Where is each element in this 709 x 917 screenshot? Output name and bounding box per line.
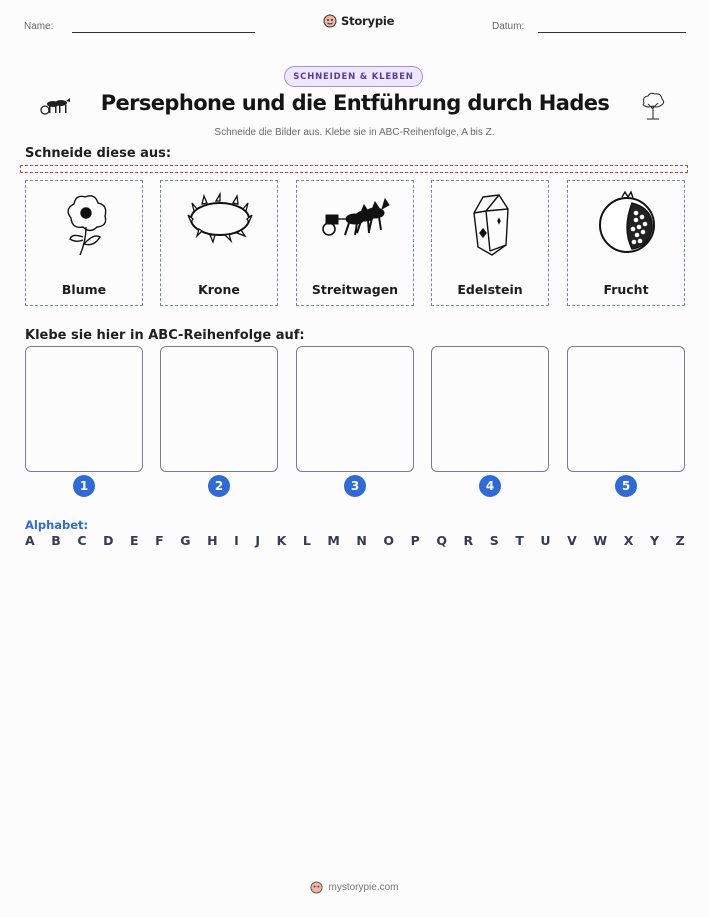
alphabet-letter: F <box>155 533 164 548</box>
paste-slot-1[interactable] <box>25 346 143 472</box>
paste-slot-5[interactable] <box>567 346 685 472</box>
tree-icon <box>639 91 667 121</box>
name-label: Name: <box>24 21 54 32</box>
storypie-mascot-icon <box>310 881 323 894</box>
slot-number-badge: 1 <box>73 475 95 497</box>
alphabet-letter: V <box>567 533 577 548</box>
alphabet-letter: M <box>327 533 340 548</box>
alphabet-letter: G <box>180 533 191 548</box>
slot-number-badge: 3 <box>344 475 366 497</box>
footer <box>0 881 709 894</box>
card-label: Edelstein <box>457 282 523 297</box>
alphabet-letter: R <box>463 533 474 548</box>
date-line[interactable] <box>538 32 686 33</box>
alphabet-letter: P <box>410 533 420 548</box>
alphabet-letter: S <box>489 533 499 548</box>
paste-slot-2[interactable] <box>160 346 278 472</box>
card-label: Blume <box>61 282 107 297</box>
cut-card-gem[interactable] <box>431 180 549 306</box>
gem-icon <box>456 189 526 259</box>
activity-badge: SCHNEIDEN & KLEBEN <box>284 66 423 87</box>
paste-heading: Klebe sie hier in ABC-Reihenfolge auf: <box>25 328 305 343</box>
brand-logo <box>323 14 394 28</box>
pomegranate-icon <box>592 189 662 259</box>
cut-line <box>20 165 688 173</box>
name-line[interactable] <box>72 32 255 33</box>
alphabet-letter: Q <box>436 533 447 548</box>
alphabet-letter: T <box>515 533 524 548</box>
alphabet-letter: E <box>130 533 139 548</box>
paste-slot-3[interactable] <box>296 346 414 472</box>
alphabet-letter: H <box>207 533 218 548</box>
chariot-small-icon <box>40 95 72 117</box>
alphabet-heading: Alphabet: <box>25 518 89 532</box>
alphabet-letter: K <box>276 533 287 548</box>
alphabet-letter: O <box>383 533 395 548</box>
alphabet-letter: C <box>77 533 87 548</box>
page-title: Persephone und die Entführung durch Hades <box>100 91 610 115</box>
chariot-icon <box>321 189 391 259</box>
slot-number-badge: 2 <box>208 475 230 497</box>
date-label: Datum: <box>492 21 525 32</box>
flower-icon <box>50 189 120 259</box>
alphabet-letter: U <box>540 533 551 548</box>
alphabet-letter: W <box>593 533 608 548</box>
alphabet-letter: L <box>302 533 311 548</box>
paste-slot-4[interactable] <box>431 346 549 472</box>
alphabet-letter: I <box>234 533 239 548</box>
alphabet-letter: D <box>103 533 114 548</box>
cut-card-flower[interactable] <box>25 180 143 306</box>
cut-card-chariot[interactable] <box>296 180 414 306</box>
card-label: Streitwagen <box>311 282 399 297</box>
storypie-mascot-icon <box>323 14 337 28</box>
alphabet-letter: J <box>255 533 260 548</box>
cut-card-crown[interactable] <box>160 180 278 306</box>
slot-number-badge: 5 <box>615 475 637 497</box>
cut-heading: Schneide diese aus: <box>25 146 172 161</box>
instructions: Schneide die Bilder aus. Klebe sie in ABC-Reihenfolge, A bis Z. <box>214 127 495 138</box>
footer-site-link[interactable]: mystorypie.com <box>328 882 399 893</box>
cut-card-fruit[interactable] <box>567 180 685 306</box>
alphabet-letter: Y <box>649 533 659 548</box>
slot-number-badge: 4 <box>479 475 501 497</box>
card-label: Krone <box>198 282 240 297</box>
brand-name: Storypie <box>341 14 395 28</box>
alphabet-letter: X <box>623 533 634 548</box>
alphabet-letter: N <box>356 533 367 548</box>
alphabet-letter: B <box>51 533 61 548</box>
laurel-crown-icon <box>185 189 255 259</box>
alphabet-letter: Z <box>675 533 685 548</box>
alphabet-row <box>25 533 685 548</box>
card-label: Frucht <box>603 282 649 297</box>
alphabet-letter: A <box>25 533 35 548</box>
